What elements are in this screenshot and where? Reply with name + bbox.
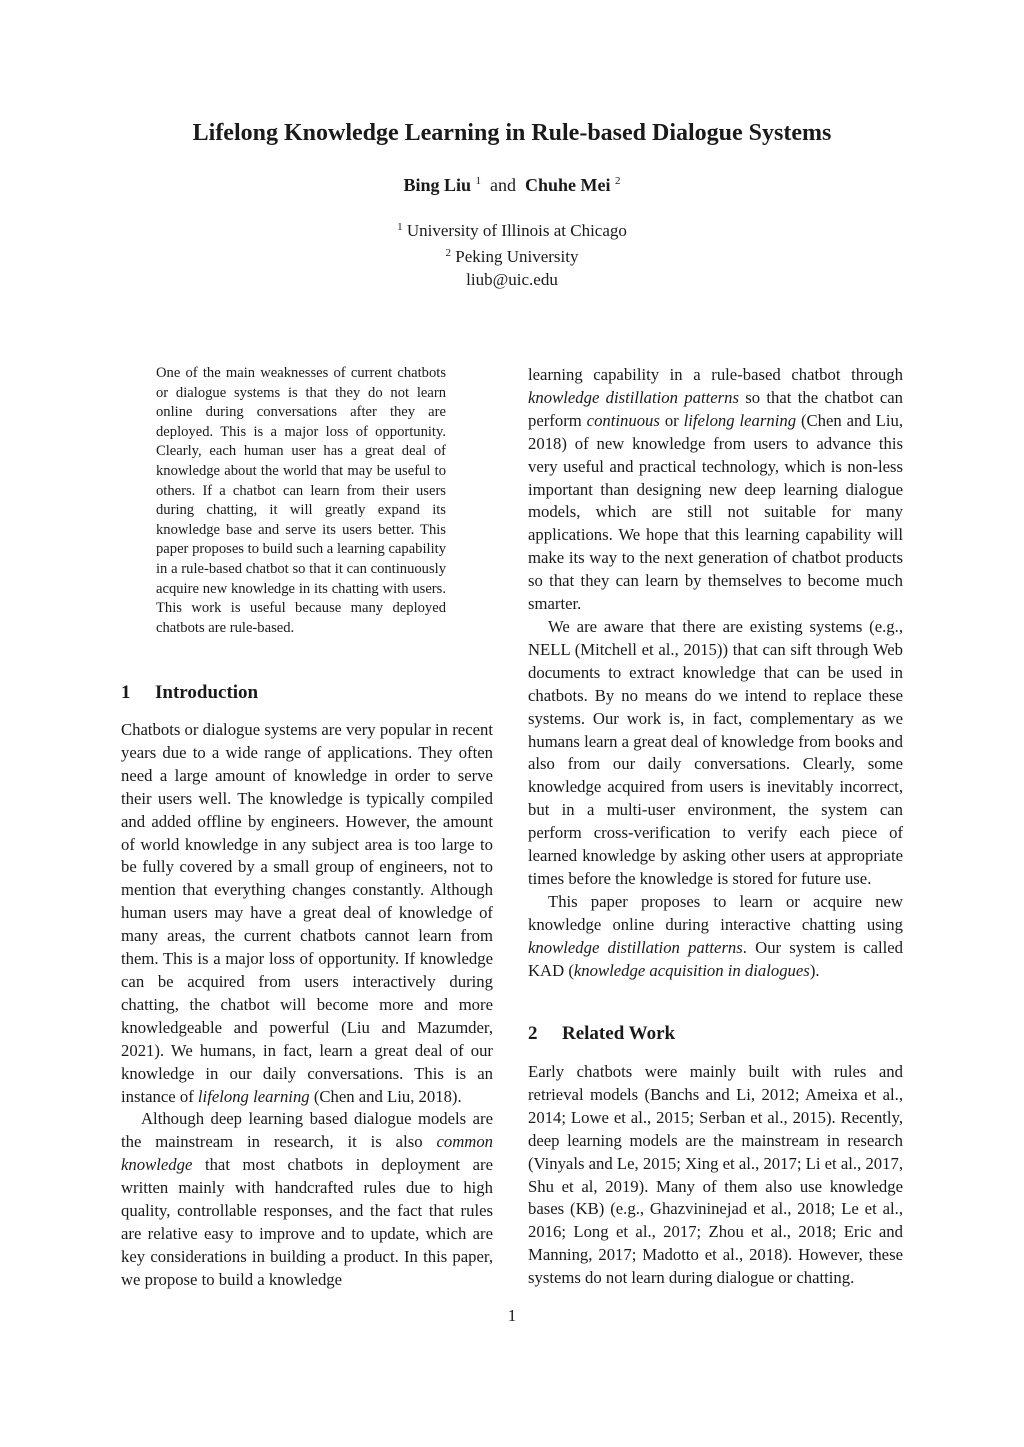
related-work-paragraph-1: Early chatbots were mainly built with rules and retrieval models (Banchs and Li, 2012; Ameixa et al., 2014; Lowe et al., 2015; Serban et al., 2015). Recently, deep learning models are the mainstream in research (Vinyals and Le, 2015; Xing et al., 2017; Li et al., 2017, Shu et al, 2019). Many of them also use knowledge bases (KB) (e.g., Ghazvininejad et al., 2018; Le et al., 2016; Long et al., 2017; Zhou et al., 2018; Eric and Manning, 2017; Madotto et al., 2018). However, these systems do not learn during dialogue or chatting. — [528, 1062, 903, 1288]
affiliation-2: $^2$ Peking University — [445, 247, 579, 266]
intro-paragraph-4: This paper proposes to learn or acquire new knowledge online during interactive chatting using knowledge distillation patterns. Our system is called KAD (knowledge acquisition in dialogues). — [528, 891, 903, 980]
affiliations — [0, 216, 1024, 291]
intro-paragraph-2: Although deep learning based dialogue models are the mainstream in research, it is also common knowledge that most chatbots in deployment are written mainly with handcrafted rules due to high quality, controllable responses, and the fact that rules are relative easy to improve and to update, which are key considerations in building a product. In this paper, we propose to build a knowledge — [121, 1109, 494, 1289]
author-1-affil-marker: 1 — [475, 175, 482, 187]
section-heading-related-work — [528, 1023, 675, 1045]
section-title: Introduction — [155, 682, 259, 703]
paper-title: Lifelong Knowledge Learning in Rule-based Dialogue Systems — [192, 120, 832, 146]
author-2-name: Chuhe Mei — [525, 175, 611, 195]
intro-paragraph-1: Chatbots or dialogue systems are very popular in recent years due to a wide range of applications. They often need a large amount of knowledge in order to serve their users well. The knowledge is typically compiled and added offline by engineers. However, the amount of world knowledge in any subject area is too large to be fully covered by a small group of engineers, not to mention that everything changes constantly. Although human users may have a great deal of knowledge of many areas, the current chatbots cannot learn from them. This is a major loss of opportunity. If knowledge can be acquired from users interactively during chatting, the chatbot will become more and more knowledgeable and powerful (Liu and Mazumder, 2021). We humans, in fact, learn a great deal of our knowledge in our daily conversations. This is an instance of lifelong learning (Chen and Liu, 2018). — [121, 720, 493, 1106]
author-2-affil-marker: 2 — [615, 175, 621, 187]
right-column-body — [528, 364, 903, 982]
contact-email: liub@uic.edu — [466, 270, 558, 289]
affiliation-1: $^1$ University of Illinois at Chicago — [397, 221, 627, 240]
author-1-name: Bing Liu — [403, 175, 472, 195]
left-column-body — [121, 719, 493, 1292]
intro-paragraph-3: We are aware that there are existing systems (e.g., NELL (Mitchell et al., 2015)) that can sift through Web documents to extract knowledge that can be used in chatbots. By no means do we intend to replace these systems. Our work is, in fact, complementary as we humans learn a great deal of knowledge from books and also from our daily conversations. Clearly, some knowledge acquired from users is inevitably incorrect, but in a multi-user environment, the system can perform cross-verification to verify each piece of learned knowledge by asking other users at appropriate times before the knowledge is stored for future use. — [528, 616, 903, 888]
page-number: 1 — [507, 1306, 517, 1325]
section-heading-introduction — [121, 682, 258, 704]
author-line — [0, 175, 1024, 196]
section-number: 1 — [121, 682, 131, 703]
abstract: One of the main weaknesses of current chatbots or dialogue systems is that they do not learn online during conversations after they are deployed. This is a major loss of opportunity. Clearly, each human user has a great deal of knowledge about the world that may be useful to others. If a chatbot can learn from their users during chatting, it will greatly expand its knowledge base and serve its users better. This paper proposes to build such a learning capability in a rule-based chatbot so that it can continuously acquire new knowledge in its chatting with users. This work is useful because many deployed chatbots are rule-based. — [156, 365, 446, 636]
section-title: Related Work — [562, 1023, 676, 1044]
author-conjunction: and — [490, 175, 517, 195]
intro-paragraph-2-continued: learning capability in a rule-based chatbot through knowledge distillation patterns so that the chatbot can perform continuous or lifelong learning (Chen and Liu, 2018) of new knowledge from users to advance this very useful and practical technology, which is non-less important than designing new deep learning dialogue models, which are still not suitable for many applications. We hope that this learning capability will make its way to the next generation of chatbot products so that they can learn by themselves to become much smarter. — [528, 365, 903, 614]
section-number: 2 — [528, 1023, 538, 1044]
related-work-body — [528, 1061, 903, 1290]
